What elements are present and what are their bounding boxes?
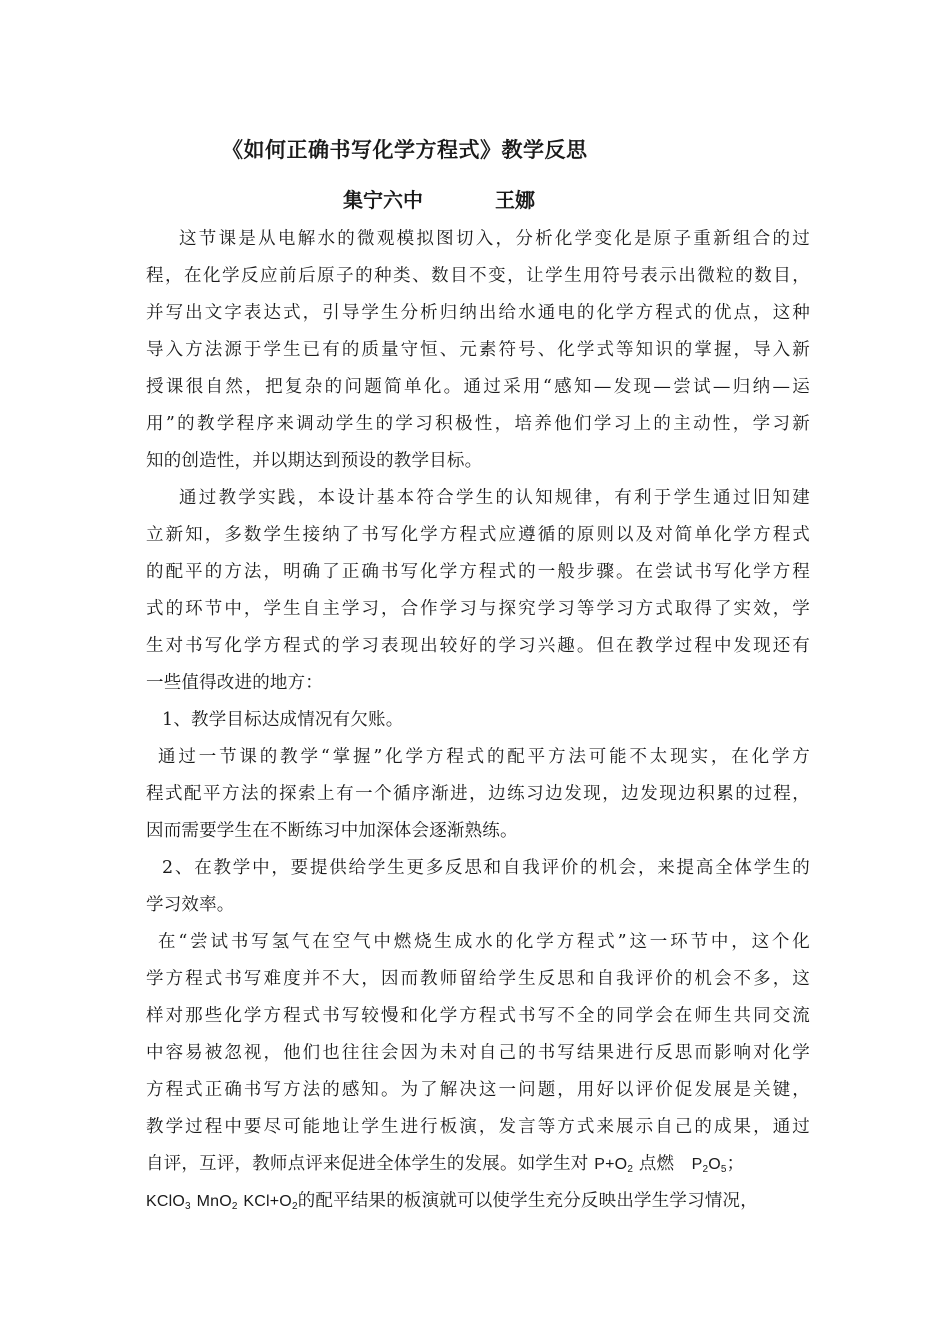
text-line: 样对那些化学方程式书写较慢和化学方程式书写不全的同学会在师生共同交流 (146, 1006, 810, 1026)
text-line: 生对书写化学方程式的学习表现出较好的学习兴趣。但在教学过程中发现还有 (146, 636, 810, 656)
text-line: 在“尝试书写氢气在空气中燃烧生成水的化学方程式”这一环节中，这个化 (158, 932, 810, 952)
text-line-equation-1 (146, 1146, 810, 1183)
text-line: 的配平的方法，明确了正确书写化学方程式的一般步骤。在尝试书写化学方程 (146, 562, 810, 582)
text-line: 立新知，多数学生接纳了书写化学方程式应遵循的原则以及对简单化学方程式 (146, 525, 810, 545)
text-line: 方程式正确书写方法的感知。为了解决这一问题，用好以评价促发展是关键， (146, 1080, 810, 1100)
text-line: 程，在化学反应前后原子的种类、数目不变，让学生用符号表示出微粒的数目， (146, 266, 810, 286)
text-line: 2、在教学中，要提供给学生更多反思和自我评价的机会，来提高全体学生的 (162, 858, 810, 878)
equation-tail-text: 的配平结果的板演就可以使学生充分反映出学生学习情况， (297, 1191, 758, 1211)
school-name: 集宁六中 (343, 188, 423, 212)
list-item-2 (146, 850, 810, 924)
text-line: 学方程式书写难度并不大，因而教师留给学生反思和自我评价的机会不多，这 (146, 969, 810, 989)
equation-reactant-kclo3: KClO$_3$ (146, 1193, 191, 1212)
paragraph-3 (146, 739, 810, 850)
equation-product: $P_2O_5$ (691, 1156, 727, 1175)
author-name: 王娜 (495, 188, 535, 212)
list-item-1: 1、教学目标达成情况有欠账。 (162, 710, 404, 730)
document-title: 《如何正确书写化学方程式》教学反思 (222, 138, 588, 162)
text-line: 式的环节中，学生自主学习，合作学习与探究学习等学习方式取得了实效，学 (146, 599, 810, 619)
text-line: 程式配平方法的探索上有一个循序渐进，边练习边发现，边发现边积累的过程， (146, 784, 810, 804)
text-line: 授课很自然，把复杂的问题简单化。通过采用“感知—发现—尝试—归纳—运 (146, 377, 810, 397)
text-line: 通过教学实践，本设计基本符合学生的认知规律，有利于学生通过旧知建 (179, 488, 810, 508)
text-line: 并写出文字表达式，引导学生分析归纳出给水通电的化学方程式的优点，这种 (146, 303, 810, 323)
paragraph-2 (146, 480, 810, 702)
document-body (146, 221, 810, 1220)
author-line (343, 184, 535, 213)
text-line: 导入方法源于学生已有的质量守恒、元素符号、化学式等知识的掌握，导入新 (146, 340, 810, 360)
semicolon: ； (726, 1154, 745, 1174)
equation-lead-text: 自评，互评，教师点评来促进全体学生的发展。如学生对 (146, 1154, 589, 1174)
text-line: 知的创造性，并以期达到预设的教学目标。 (146, 451, 483, 471)
reaction-condition: 点燃 (638, 1154, 675, 1174)
text-line: 一些值得改进的地方： (146, 673, 323, 693)
paragraph-1 (146, 221, 810, 480)
text-line: 中容易被忽视，他们也往往会因为未对自己的书写结果进行反思而影响对化学 (146, 1043, 810, 1063)
text-line: 这节课是从电解水的微观模拟图切入，分析化学变化是原子重新组合的过 (179, 229, 810, 249)
text-line-equation-2 (146, 1183, 810, 1220)
text-line: 通过一节课的教学“掌握”化学方程式的配平方法可能不太现实，在化学方 (158, 747, 810, 767)
text-line: 学习效率。 (146, 895, 235, 915)
equation-catalyst-mno2: MnO$_2$ (196, 1193, 238, 1212)
text-line: 教学过程中要尽可能地让学生进行板演，发言等方式来展示自己的成果，通过 (146, 1117, 810, 1137)
text-line: 用”的教学程序来调动学生的学习积极性，培养他们学习上的主动性，学习新 (146, 414, 810, 434)
equation-reactants: $P+O_2$ (594, 1156, 634, 1175)
paragraph-4 (146, 924, 810, 1220)
text-line: 因而需要学生在不断练习中加深体会逐渐熟练。 (146, 821, 518, 841)
equation-products-kcl-o2: $KCl+O_2$ (243, 1193, 298, 1212)
